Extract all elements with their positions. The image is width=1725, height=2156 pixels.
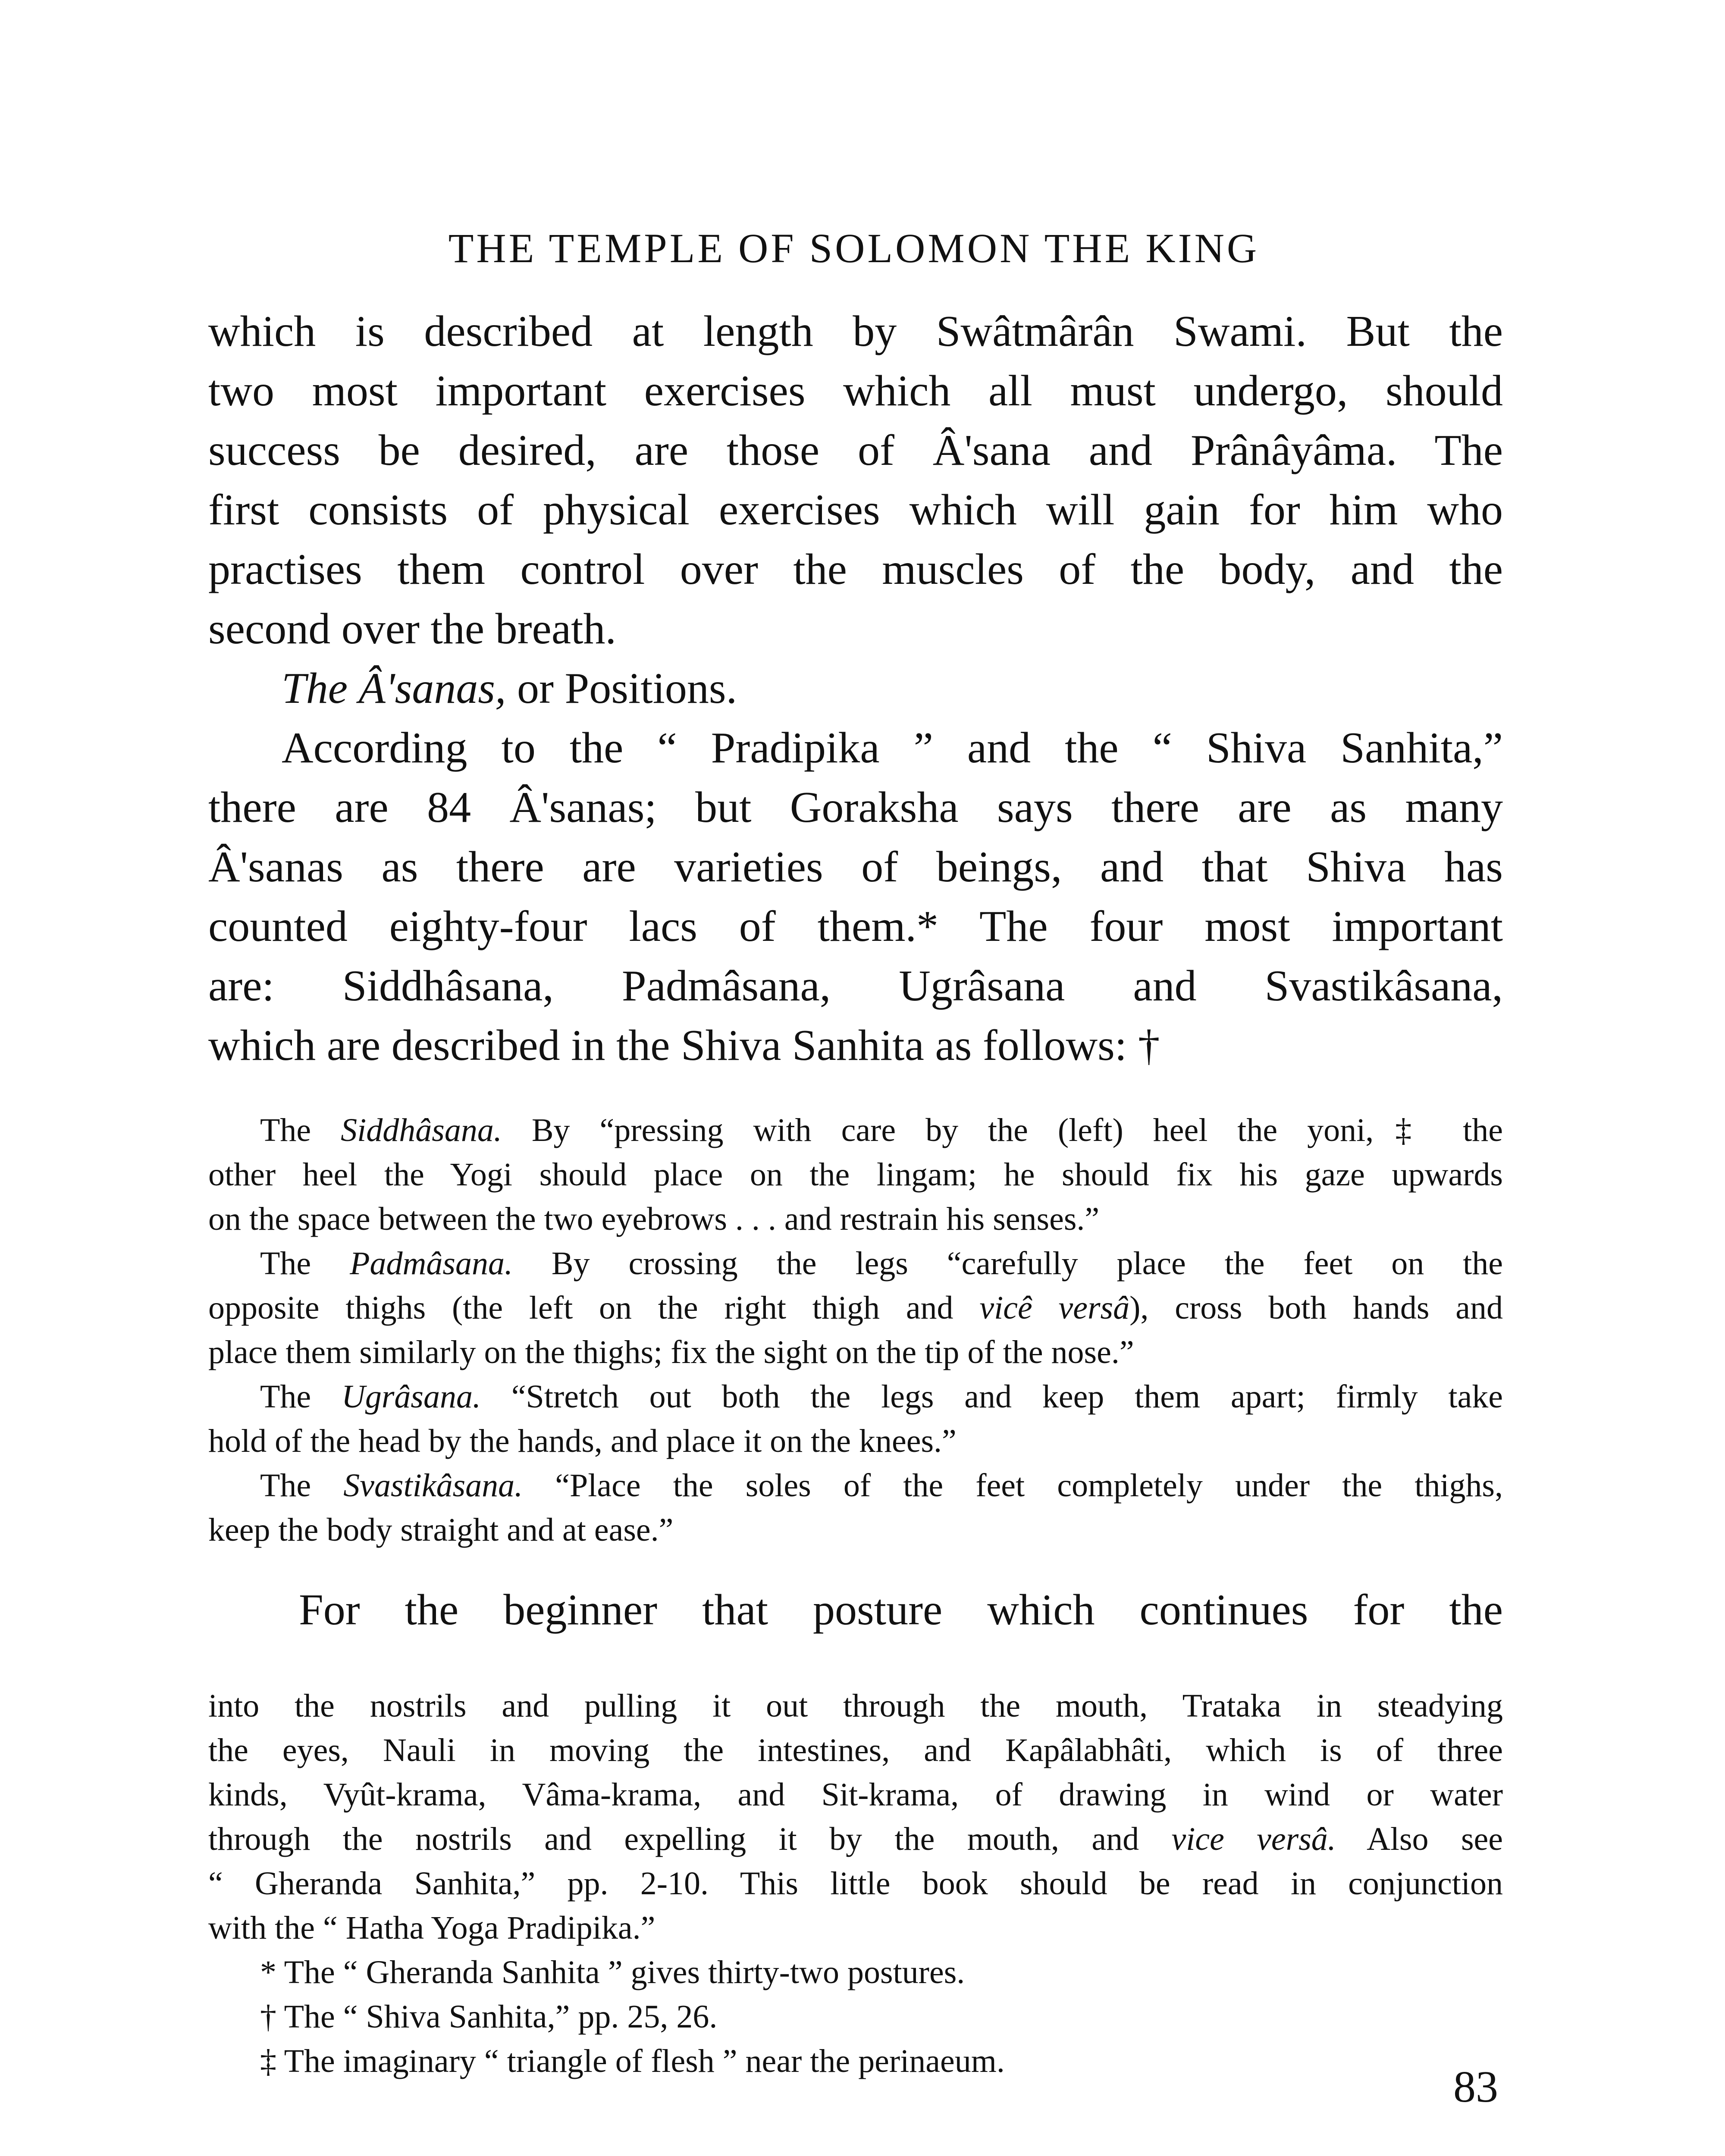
text-line: [208, 718, 1503, 778]
running-head: THE TEMPLE OF SOLOMON THE KING: [448, 225, 1260, 271]
text-segment: there are 84 Â'sanas; but Goraksha says there are as many: [208, 783, 1503, 832]
text-segment: are: Siddhâsana, Padmâsana, Ugrâsana and Svastikâsana,: [208, 962, 1503, 1010]
italic-text: Padmâsana.: [350, 1245, 513, 1282]
text-segment: two most important exercises which all must undergo, should: [208, 367, 1503, 415]
text-segment: The: [260, 1379, 342, 1415]
italic-text: Siddhâsana.: [341, 1112, 502, 1148]
text-segment: Also see: [1336, 1821, 1503, 1857]
page-number: 83: [1453, 2062, 1498, 2112]
italic-text: Ugrâsana.: [341, 1379, 481, 1415]
text-segment: The: [260, 1245, 350, 1282]
text-line: [208, 1684, 1503, 1728]
text-segment: ‡ The imaginary “ triangle of flesh ” near the perinaeum.: [260, 2043, 1005, 2079]
text-line: [208, 1950, 1503, 1995]
asana-descriptions: [208, 1108, 1503, 1552]
text-line: [208, 1861, 1503, 1906]
text-segment: with the “ Hatha Yoga Pradipika.”: [208, 1910, 656, 1946]
italic-text: vicê versâ: [979, 1290, 1130, 1326]
text-segment: The: [260, 1467, 344, 1504]
text-line: [208, 1463, 1503, 1508]
text-segment: “Place the soles of the feet completely under the thighs,: [523, 1467, 1503, 1504]
text-segment: * The “ Gheranda Sanhita ” gives thirty-two postures.: [260, 1954, 965, 1990]
text-line: [208, 1580, 1503, 1640]
text-line: [208, 1375, 1503, 1419]
text-segment: keep the body straight and at ease.”: [208, 1512, 674, 1548]
text-segment: which are described in the Shiva Sanhita as follows: †: [208, 1021, 1160, 1070]
text-line: [208, 1728, 1503, 1773]
text-line: [208, 1197, 1503, 1241]
text-segment: The: [260, 1112, 341, 1148]
text-segment: second over the breath.: [208, 605, 616, 653]
text-line: [208, 540, 1503, 599]
text-line: [208, 778, 1503, 837]
body-text: [208, 302, 1503, 1075]
text-line: [208, 1906, 1503, 1950]
text-line: [208, 2039, 1503, 2084]
text-segment: “Stretch out both the legs and keep them apart; firmly take: [481, 1379, 1503, 1415]
text-line: [208, 837, 1503, 897]
text-segment: success be desired, are those of Â'sana and Prânâyâma. The: [208, 426, 1503, 475]
text-segment: which is described at length by Swâtmârân Swami. But the: [208, 307, 1503, 356]
text-segment: into the nostrils and pulling it out through the mouth, Trataka in steadying: [208, 1688, 1503, 1724]
italic-text: The Â'sanas,: [282, 664, 506, 713]
text-line: [208, 1508, 1503, 1552]
text-line: [208, 956, 1503, 1016]
text-line: [208, 1995, 1503, 2039]
text-line: [208, 1108, 1503, 1153]
text-segment: hold of the head by the hands, and place it on the knees.”: [208, 1423, 957, 1459]
text-segment: For the beginner that posture which continues for the: [299, 1586, 1503, 1634]
text-segment: other heel the Yogi should place on the lingam; he should fix his gaze upwards: [208, 1156, 1503, 1193]
text-segment: “ Gheranda Sanhita,” pp. 2-10. This little book should be read in conjunction: [208, 1865, 1503, 1902]
text-line: [208, 1241, 1503, 1286]
text-line: [208, 659, 1503, 718]
text-line: [208, 897, 1503, 956]
text-segment: practises them control over the muscles of the body, and the: [208, 545, 1503, 594]
text-line: [208, 1286, 1503, 1330]
text-segment: on the space between the two eyebrows . . . and restrain his senses.”: [208, 1201, 1100, 1237]
text-line: [208, 1153, 1503, 1197]
text-segment: the eyes, Nauli in moving the intestines, and Kapâlabhâti, which is of three: [208, 1732, 1503, 1768]
text-line: [208, 361, 1503, 421]
text-line: [208, 599, 1503, 659]
text-line: [208, 1817, 1503, 1861]
text-segment: through the nostrils and expelling it by the mouth, and: [208, 1821, 1172, 1857]
italic-text: vice versâ.: [1171, 1821, 1336, 1857]
text-segment: By crossing the legs “carefully place the feet on the: [512, 1245, 1503, 1282]
text-segment: place them similarly on the thighs; fix the sight on the tip of the nose.”: [208, 1334, 1134, 1370]
text-segment: opposite thighs (the left on the right thigh and: [208, 1290, 980, 1326]
text-line: [208, 1419, 1503, 1463]
text-segment: By “pressing with care by the (left) heel the yoni,‡ the: [502, 1112, 1503, 1148]
text-line: [208, 1773, 1503, 1817]
continuing-paragraph: [208, 1580, 1503, 1640]
italic-text: Svastikâsana.: [343, 1467, 523, 1504]
text-line: [208, 1016, 1503, 1075]
text-line: [208, 480, 1503, 540]
text-line: [208, 302, 1503, 361]
footnotes: [208, 1684, 1503, 2084]
text-line: [208, 421, 1503, 480]
text-segment: counted eighty-four lacs of them.* The four most important: [208, 902, 1503, 951]
text-line: [208, 1330, 1503, 1375]
text-segment: Â'sanas as there are varieties of beings, and that Shiva has: [208, 843, 1503, 891]
text-segment: or Positions.: [506, 664, 737, 713]
text-segment: ), cross both hands and: [1129, 1290, 1503, 1326]
text-segment: † The “ Shiva Sanhita,” pp. 25, 26.: [260, 1999, 718, 2035]
text-segment: first consists of physical exercises which will gain for him who: [208, 486, 1503, 534]
text-segment: kinds, Vyût-krama, Vâma-krama, and Sit-krama, of drawing in wind or water: [208, 1777, 1503, 1813]
text-segment: According to the “ Pradipika ” and the “ Shiva Sanhita,”: [282, 724, 1503, 772]
